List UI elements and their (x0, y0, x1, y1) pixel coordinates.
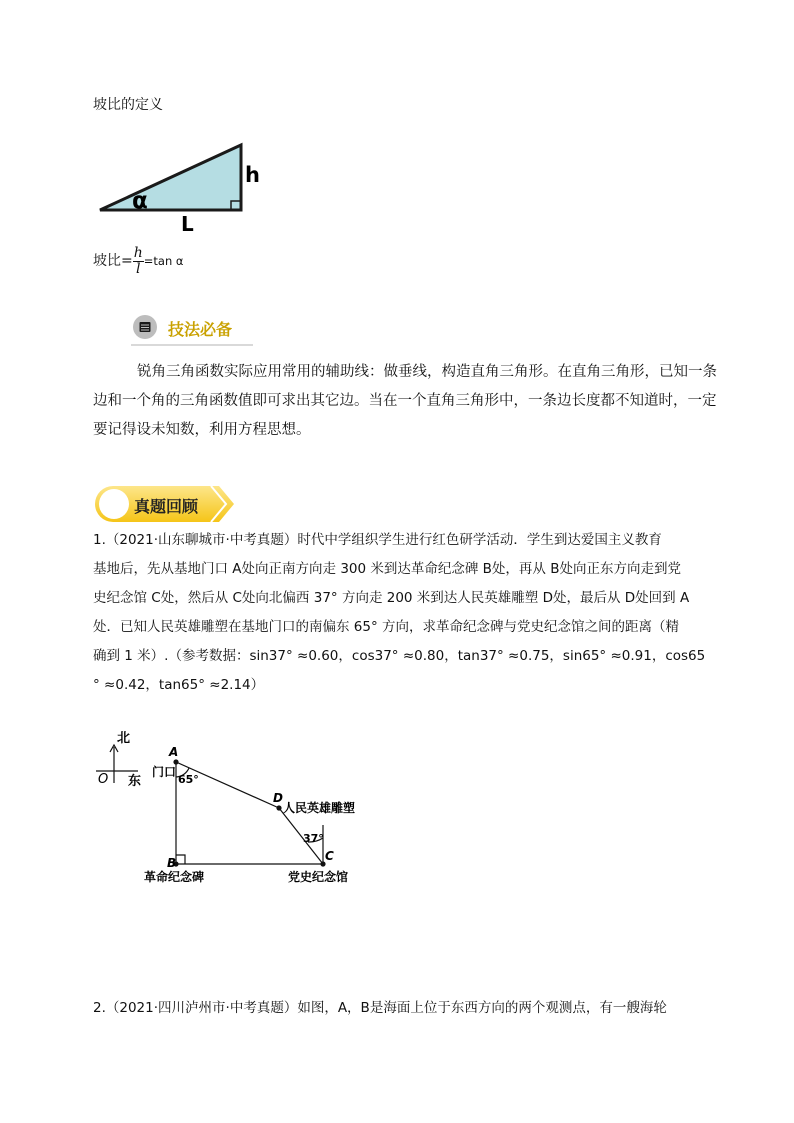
formula-numerator: h (133, 244, 143, 261)
formula-denominator: l (136, 260, 141, 277)
problem1-line: 1.（2021·山东聊城市·中考真题）时代中学组织学生进行红色研学活动．学生到达爱国主义教育 (93, 532, 662, 548)
review-title: 真题回顾 (134, 497, 199, 516)
problem1-line: 基地后，先从基地门口 A处向正南方向走 300 米到达革命纪念碑 B处，再从 B处向正东方向走到党 (93, 561, 681, 577)
problem1-line: ° ≈0.42，tan65° ≈2.14） (93, 677, 265, 693)
compass-origin-label: O (98, 772, 109, 787)
book-icon-glyph (133, 315, 157, 339)
slope-triangle (100, 145, 241, 210)
point-A-label: A (169, 745, 179, 759)
technique-paragraph (93, 358, 717, 445)
formula-prefix: 坡比= (93, 253, 133, 269)
problem1-text (93, 526, 705, 700)
angle-C-label: 37° (303, 832, 324, 845)
slope-triangle-diagram (95, 140, 275, 235)
problem1-line: 确到 1 米）.（参考数据：sin37° ≈0.60，cos37° ≈0.80，tan37° ≈0.75，sin65° ≈0.91，cos65 (93, 648, 706, 664)
statue-label: 人民英雄雕塑 (283, 801, 356, 815)
compass-north-label: 北 (117, 731, 131, 746)
slope-heading: 坡比的定义 (93, 97, 163, 113)
point-A-dot (173, 759, 178, 764)
technique-line: 边和一个角的三角函数值即可求出其它边。当在一个直角三角形中，一条边长度都不知道时，一定 (93, 393, 717, 409)
point-D-label: D (273, 791, 283, 805)
point-B-label: B (167, 856, 177, 870)
technique-line: 锐角三角函数实际应用常用的辅助线：做垂线，构造直角三角形。在直角三角形，已知一条 (137, 364, 717, 380)
formula-suffix: =tan α (143, 254, 184, 268)
compass-east-label: 东 (128, 774, 142, 789)
label-h: h (245, 163, 260, 187)
problem2-line: 2.（2021·四川泸州市·中考真题）如图，A，B是海面上位于东西方向的两个观测点，有一艘海轮 (93, 1000, 667, 1016)
gate-label: 门口 (152, 765, 177, 779)
point-D-dot (276, 805, 281, 810)
formula-fraction (133, 246, 144, 277)
technique-underline (131, 344, 253, 346)
label-alpha: α (132, 188, 148, 214)
problem1-line: 处．已知人民英雄雕塑在基地门口的南偏东 65° 方向，求革命纪念碑与党史纪念馆之间的距离（精 (93, 619, 680, 635)
book-icon (133, 315, 157, 339)
technique-line: 要记得设未知数，利用方程思想。 (93, 422, 311, 438)
review-banner-circle (99, 489, 129, 519)
hall-label: 党史纪念馆 (288, 870, 349, 884)
monument-label: 革命纪念碑 (144, 870, 205, 884)
problem1-line: 史纪念馆 C处，然后从 C处向北偏西 37° 方向走 200 米到达人民英雄雕塑 D处，最后从 D处回到 A (93, 590, 690, 606)
point-C-label: C (325, 849, 334, 863)
label-L: L (181, 212, 194, 235)
problem2-text (93, 994, 667, 1023)
problem1-figure (92, 725, 367, 890)
slope-formula (93, 243, 183, 279)
angle-A-label: 65° (178, 773, 199, 786)
technique-title: 技法必备 (168, 320, 233, 339)
